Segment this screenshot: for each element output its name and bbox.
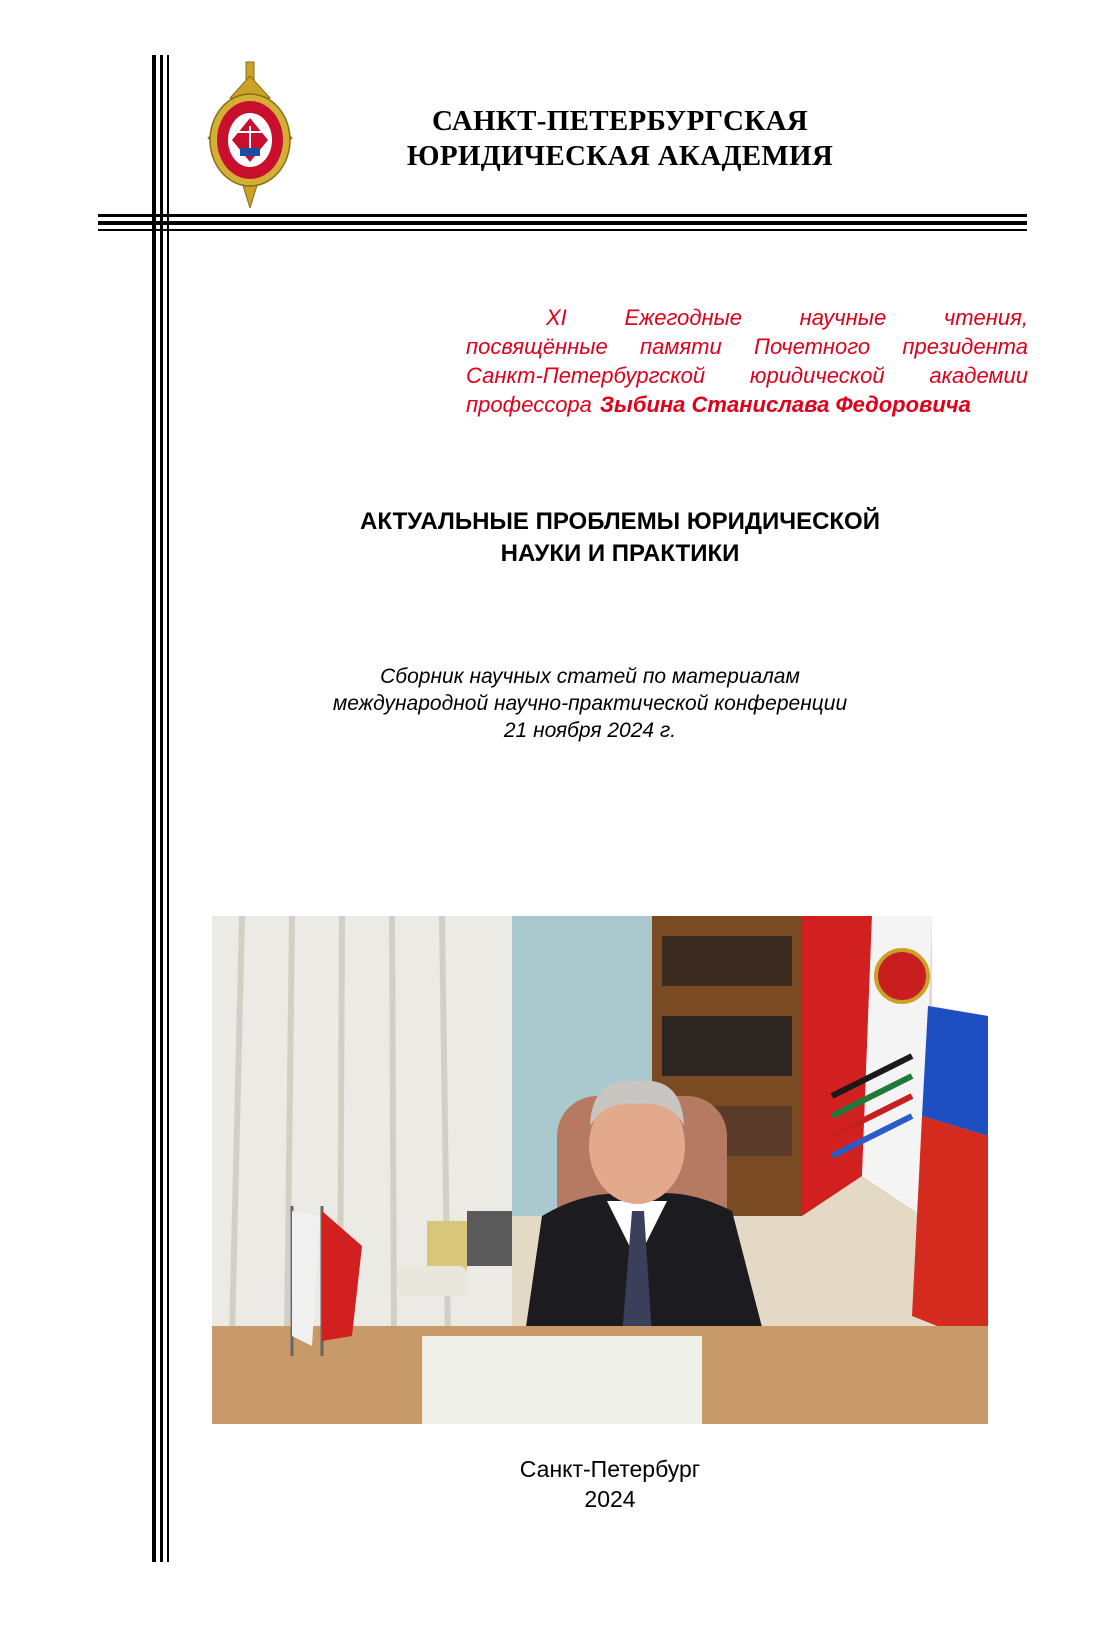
publication-year: 2024 xyxy=(584,1486,636,1512)
portrait-photo xyxy=(212,916,988,1424)
readings-line: посвящённые памяти Почетного президента xyxy=(466,334,1028,359)
readings-line: профессора Зыбина Станислава Федоровича xyxy=(466,392,971,417)
readings-line: XI Ежегодные научные чтения, xyxy=(546,305,1028,330)
academy-name xyxy=(300,104,940,174)
readings-line: Санкт-Петербургской юридической академии xyxy=(466,363,1028,388)
honoree-name: Зыбина Станислава Федоровича xyxy=(599,392,971,417)
publication-city: Санкт-Петербург xyxy=(519,1456,701,1482)
academy-name-line: САНКТ-ПЕТЕРБУРГСКАЯ xyxy=(431,105,809,137)
academy-emblem-icon xyxy=(200,58,300,208)
frame-vertical-line xyxy=(152,55,156,1562)
academy-name-line: ЮРИДИЧЕСКАЯ АКАДЕМИЯ xyxy=(406,140,834,172)
frame-vertical-line xyxy=(167,55,169,1562)
frame-horizontal-line xyxy=(98,221,1027,225)
frame-vertical-line xyxy=(160,55,163,1562)
document-title: АКТУАЛЬНЫЕ ПРОБЛЕМЫ ЮРИДИЧЕСКОЙ НАУКИ И ПРАКТИКИ xyxy=(360,508,880,567)
frame-horizontal-line xyxy=(98,214,1027,217)
memorial-readings xyxy=(466,303,1028,419)
frame-horizontal-line xyxy=(98,229,1027,231)
publication-footer xyxy=(180,1454,1040,1514)
document-subtitle: Сборник научных статей по материалам международной научно-практической конференции 21 ноября 2024 г. xyxy=(332,665,848,742)
